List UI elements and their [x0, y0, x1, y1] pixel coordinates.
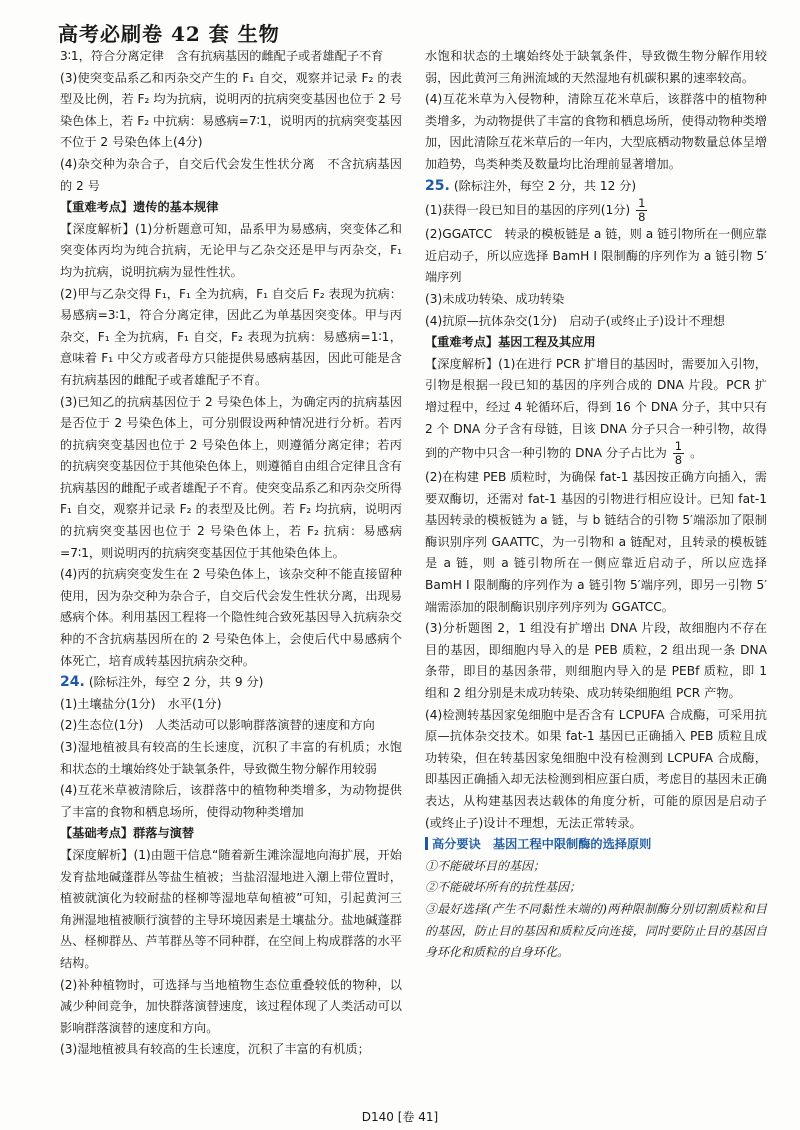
analysis-text: (2)甲与乙杂交得 F₁，F₁ 全为抗病，F₁ 自交后 F₂ 表现为抗病：易感病=3∶1，符合分离定律，因此乙为单基因突变体。甲与丙杂交，F₁ 全为抗病，F₁ 自交，F₂ 表现为抗病：易感病=1∶1，意味着 F₁ 中父方或者母方只能提供易感病基因，因此可能是含有抗病基因的雌配子或者雄配子不育。 — [60, 286, 402, 387]
tip-heading — [425, 834, 767, 856]
key-point-label: 【基础考点】群落与演替 — [60, 826, 195, 841]
left-column — [60, 46, 402, 1061]
fraction-suffix: 。 — [690, 446, 703, 461]
fraction — [636, 197, 647, 224]
key-point-label: 【重难考点】基因工程及其应用 — [425, 335, 596, 350]
right-column — [425, 46, 767, 964]
answer-text: (3)湿地植被具有较高的生长速度，沉积了丰富的有机质；水饱和状态的土壤始终处于缺氧条件，导致微生物分解作用较弱 — [60, 740, 402, 776]
question-number: 25. — [425, 177, 450, 194]
answer-text-inline: (1)获得一段已知目的基因的序列(1分) — [425, 203, 631, 218]
fraction-numerator: 1 — [638, 196, 646, 211]
analysis-text: (4)互花米草为入侵物种，清除互花米草后，该群落中的植物种类增多，为动物提供了丰富的食物和栖息场所，使得动物种类增加，因此清除互花米草后的一年内，大型底栖动物数量总体呈增加趋势，鸟类种类及数量均比治理前显著增加。 — [425, 92, 767, 171]
fraction — [673, 440, 684, 467]
page-header-title: 高考必刷卷 42 套 生物 — [58, 22, 280, 46]
analysis-text: (3)已知乙的抗病基因位于 2 号染色体上，为确定丙的抗病基因是否位于 2 号染色体上，可分别假设两种情况进行分析。若丙的抗病突变基因也位于 2 号染色体上，则遵循分离定律；若丙的抗病突变基因位于其他染色体上，则遵循自由组合定律且含有抗病基因的雌配子或者雄配子不育。使突变品系乙和丙杂交所得 F₁ 自交，观察并记录 F₂ 的表型及比例。若 F₂ 均抗病，说明丙的抗病突变基因也位于 2 号染色体上，若 F₂ 抗病：易感病=7∶1，则说明丙的抗病突变基因位于其他染色体上。 — [60, 394, 402, 560]
analysis-text — [425, 354, 767, 467]
analysis-text: 【深度解析】(1)分析题意可知，品系甲为易感病，突变体乙和突变体丙均为纯合抗病，无论甲与乙杂交还是甲与丙杂交，F₁ 均为抗病，说明抗病为显性性状。 — [60, 221, 402, 279]
analysis-text: 水饱和状态的土壤始终处于缺氧条件，导致微生物分解作用较弱，因此黄河三角洲流域的天然湿地有机碳积累的速率较高。 — [425, 49, 767, 85]
analysis-text: (4)检测转基因家兔细胞中是否含有 LCPUFA 合成酶，可采用抗原—抗体杂交技术。如果 fat-1 基因已正确插入 PEB 质粒且成功转染，但在转基因家兔细胞中没有检测到 LCPUFA 合成酶，即基因正确插入却无法检测到相应蛋白质，考虑目的基因未正确表达，从构建基因表达载体的角度分析，可能的原因是启动子(或终止子)设计不理想，无法正常转录。 — [425, 707, 767, 830]
page-footer: D140 [卷 41] — [361, 1110, 439, 1124]
analysis-text: 【深度解析】(1)由题干信息“随着新生滩涂湿地向海扩展，开始发育盐地碱蓬群丛等盐生植被；当盐沼湿地进入潮上带位置时，植被就演化为较耐盐的柽柳等湿地草甸植被”可知，引起黄河三角洲湿地植被顺行演替的主导环境因素是土壤盐分。盐地碱蓬群丛、柽柳群丛、芦苇群丛等不同种群，在空间上构成群落的水平结构。 — [60, 847, 402, 970]
answer-text: 3∶1，符合分离定律 含有抗病基因的雌配子或者雄配子不育 — [60, 49, 384, 63]
pen-icon — [425, 837, 428, 850]
analysis-text: (3)分析题图 2，1 组没有扩增出 DNA 片段，故细胞内不存在目的基因，即细胞内导入的是 PEB 质粒，2 组出现一条 DNA 条带，即目的基因条带，则细胞内导入的是 PEBf 质粒，即 1 组和 2 组分别是未成功转染、成功转染细胞组 PCR 产物。 — [425, 621, 767, 701]
fraction-denominator: 8 — [638, 210, 646, 225]
question-scoring: (除标注外，每空 2 分，共 9 分) — [88, 675, 264, 690]
answer-text: (2)生态位(1分) 人类活动可以影响群落演替的速度和方向 — [60, 718, 375, 733]
question-number: 24. — [60, 674, 85, 691]
tip-item: ①不能破坏目的基因； — [425, 858, 546, 873]
answer-text: (2)GGATCC 转录的模板链是 a 链，则 a 链引物所在一侧应靠近启动子，所以应选择 BamH Ⅰ 限制酶的序列作为 a 链引物 5′端序列 — [425, 227, 767, 285]
answer-text: (3)使突变品系乙和丙杂交产生的 F₁ 自交，观察并记录 F₂ 的表型及比例，若 F₂ 均为抗病，说明丙的抗病突变基因也位于 2 号染色体上，若 F₂ 中抗病：易感病=7∶1，说明丙的抗病突变基因不位于 2 号染色体上(4分) — [60, 70, 402, 150]
answer-text: (4)抗原—抗体杂交(1分) 启动子(或终止子)设计不理想 — [425, 313, 725, 328]
analysis-text: (2)补种植物时，可选择与当地植物生态位重叠较低的物种，以减少种间竞争，加快群落演替速度，该过程体现了人类活动可以影响群落演替的速度和方向。 — [60, 977, 402, 1035]
tip-item: ②不能破坏所有的抗性基因； — [425, 880, 582, 895]
answer-text — [425, 197, 767, 224]
answer-text: (3)未成功转染、成功转染 — [425, 291, 565, 306]
tip-heading-text: 高分要诀 基因工程中限制酶的选择原则 — [432, 837, 652, 852]
question-scoring: (除标注外，每空 2 分，共 12 分) — [453, 178, 637, 193]
question-header — [60, 672, 402, 694]
answer-text: (4)互花米草被清除后，该群落中的植物种类增多，为动物提供了丰富的食物和栖息场所，使得动物种类增加 — [60, 783, 402, 819]
fraction-numerator: 1 — [674, 439, 683, 454]
analysis-text: (3)湿地植被具有较高的生长速度，沉积了丰富的有机质； — [60, 1042, 370, 1057]
answer-text: (4)杂交种为杂合子，自交后代会发生性状分离 不含抗病基因的 2 号 — [60, 156, 402, 193]
question-header — [425, 176, 767, 198]
tip-item: ③最好选择(产生不同黏性末端的)两种限制酶分别切割质粒和目的基因，防止目的基因和质粒反向连接，同时要防止目的基因自身环化和质粒的自身环化。 — [425, 901, 767, 960]
analysis-text-inline: 【深度解析】(1)在进行 PCR 扩增目的基因时，需要加入引物，引物是根据一段已知的基因的序列合成的 DNA 片段。PCR 扩增过程中，经过 4 轮循环后，得到 16 个 DNA 分子，其中只有 2 个 DNA 分子含有母链，目该 DNA 分子只合一种引物，故得到的产物中只含一种引物的 DNA 分子占比为 — [425, 356, 767, 461]
analysis-text: (4)丙的抗病突变发生在 2 号染色体上，该杂交种不能直接留种使用，因为杂交种为杂合子，自交后代会发生性状分离，出现易感病个体。利用基因工程将一个隐性纯合致死基因导入抗病杂交种的不含抗病基因所在的 2 号染色体上，会使后代中易感病个体死亡，培育成转基因抗病杂交种。 — [60, 567, 402, 668]
answer-text: (1)土壤盐分(1分) 水平(1分) — [60, 696, 222, 711]
key-point-label: 【重难考点】遗传的基本规律 — [60, 200, 219, 215]
analysis-text: (2)在构建 PEB 质粒时，为确保 fat-1 基因按正确方向插入，需要双酶切，还需对 fat-1 基因的引物进行相应设计。已知 fat-1 基因转录的模板链为 a 链，与 b 链结合的引物 5′端添加了限制酶识别序列 GAATTC，为一引物和 a 链配对，且转录的模板链是 a 链，则 a 链引物所在一侧应靠近启动子，所以应选择 BamH Ⅰ 限制酶的序列作为 a 链引物 5′端序列，即另一引物 5′端需添加的限制酶识别序列序列为 GGATCC。 — [425, 470, 767, 614]
fraction-denominator: 8 — [674, 453, 683, 468]
